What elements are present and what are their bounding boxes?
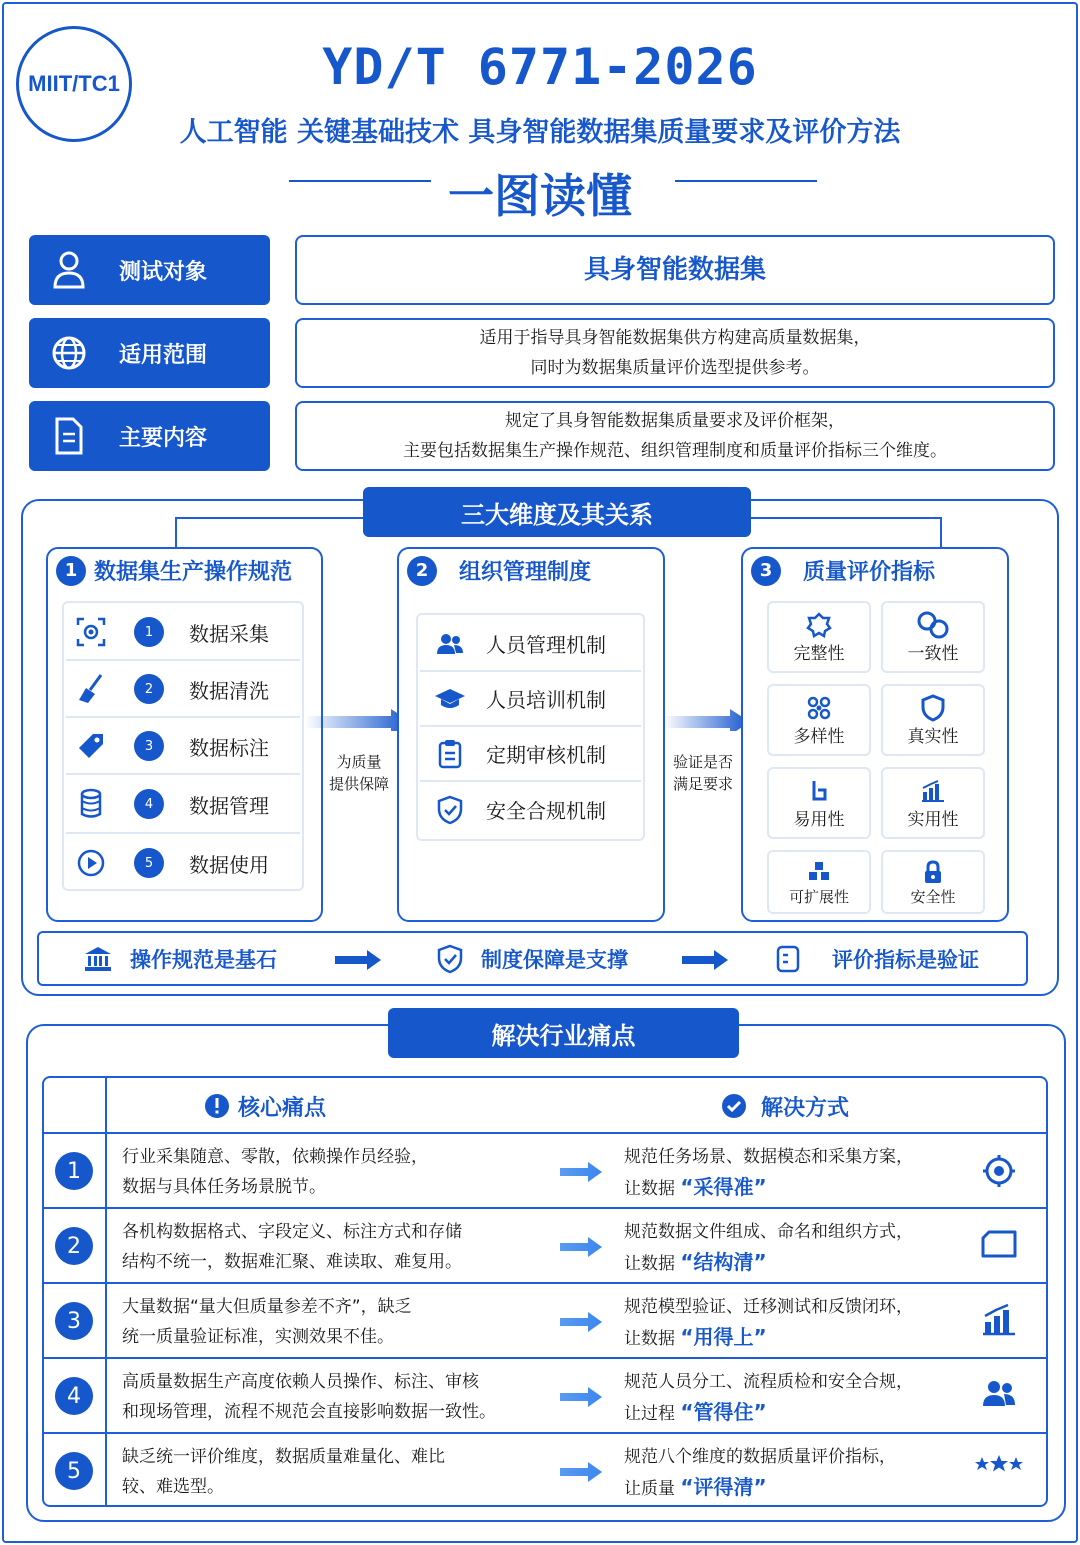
index-diversity <box>767 684 871 756</box>
row-number: 2 <box>55 1227 93 1265</box>
solution-highlight: “用得上” <box>680 1325 767 1349</box>
step-label: 数据管理 <box>189 793 269 818</box>
scope-line-2: 同时为数据集质量评价选型提供参考。 <box>530 358 820 378</box>
index-label: 安全性 <box>910 887 956 906</box>
graduation-cap-icon <box>420 688 480 710</box>
list-item <box>420 782 641 837</box>
index-label: 易用性 <box>793 809 845 830</box>
shield-check-icon <box>437 944 463 974</box>
list-item <box>420 672 641 727</box>
relation-label: 评价指标是验证 <box>832 947 979 972</box>
pain-line: 高质量数据生产高度依赖人员操作、标注、审核 <box>122 1372 479 1392</box>
table-row <box>44 1209 1046 1284</box>
solution-result <box>624 1322 974 1354</box>
header-pain <box>204 1078 326 1134</box>
folder-icon <box>974 1229 1024 1259</box>
solution-highlight: “管得住” <box>680 1400 767 1424</box>
arrow-icon <box>560 1387 602 1407</box>
pain-text <box>122 1442 562 1502</box>
content-line-1: 规定了具身智能数据集质量要求及评价框架， <box>505 411 845 431</box>
index-practicality <box>881 767 985 839</box>
solution-result <box>624 1397 974 1429</box>
table-row <box>44 1284 1046 1359</box>
content-line-2: 主要包括数据集生产操作规范、组织管理制度和质量评价指标三个维度。 <box>403 441 947 461</box>
row-number: 4 <box>55 1377 93 1415</box>
solution-prefix: 让数据 <box>624 1179 675 1199</box>
pointer-icon <box>810 777 828 805</box>
column-number: 1 <box>56 556 86 586</box>
arrow-icon <box>560 1312 602 1332</box>
solution-text <box>624 1442 974 1504</box>
index-label: 完整性 <box>793 643 845 664</box>
relation-item <box>776 933 979 984</box>
index-usability <box>767 767 871 839</box>
solution-line: 规范人员分工、流程质检和安全合规， <box>624 1372 913 1392</box>
index-label: 可扩展性 <box>788 887 849 906</box>
relation-label: 操作规范是基石 <box>130 947 277 972</box>
header-pain-label: 核心痛点 <box>238 1095 327 1121</box>
mechanism-label: 安全合规机制 <box>486 799 606 823</box>
mechanism-label: 人员培训机制 <box>486 688 606 712</box>
column-title: 数据集生产操作规范 <box>94 560 293 585</box>
row-number: 3 <box>55 1302 93 1340</box>
gradient-arrow-1 <box>305 709 411 731</box>
clipboard-icon <box>420 739 480 769</box>
management-column <box>397 547 665 922</box>
target-icon <box>974 1154 1024 1188</box>
check-circle-icon <box>721 1093 747 1119</box>
header-solution-label: 解决方式 <box>761 1095 850 1121</box>
step-label: 数据采集 <box>189 621 269 646</box>
column-header <box>56 555 292 586</box>
relation-item <box>84 933 277 984</box>
pain-line: 统一质量验证标准，实测效果不佳。 <box>122 1327 394 1347</box>
solution-line: 规范模型验证、迁移测试和反馈闭环， <box>624 1297 913 1317</box>
index-label: 一致性 <box>907 643 959 664</box>
relation-item <box>437 933 628 984</box>
pain-line: 数据与具体任务场景脱节。 <box>122 1177 326 1197</box>
solution-prefix: 让质量 <box>624 1479 675 1499</box>
pain-line: 缺乏统一评价维度，数据质量难量化、难比 <box>122 1447 445 1467</box>
play-icon <box>66 849 116 877</box>
puzzle-icon <box>806 611 832 639</box>
solution-prefix: 让过程 <box>624 1404 675 1424</box>
index-label: 真实性 <box>907 726 959 747</box>
read-title: 一图读懂 <box>448 169 632 223</box>
pain-point-title: 解决行业痛点 <box>388 1008 739 1058</box>
bar-chart-icon <box>974 1304 1024 1336</box>
solution-highlight: “评得清” <box>680 1475 767 1499</box>
step-number: 3 <box>134 731 164 761</box>
exclamation-icon <box>204 1093 230 1119</box>
tag-label: 适用范围 <box>119 342 208 368</box>
pain-point-table <box>42 1076 1048 1507</box>
arrow-icon <box>682 950 728 970</box>
stars-icon <box>974 1454 1024 1474</box>
pain-line: 结构不统一，数据难汇聚、难读取、难复用。 <box>122 1252 462 1272</box>
gradient-arrow-2 <box>664 709 750 731</box>
relation-note-1 <box>322 751 396 795</box>
pain-line: 和现场管理，流程不规范会直接影响数据一致性。 <box>122 1402 496 1422</box>
step-label: 数据标注 <box>189 735 269 760</box>
solution-text <box>624 1367 974 1429</box>
bar-chart-icon <box>921 777 945 805</box>
relation-label: 制度保障是支撑 <box>481 947 628 972</box>
index-scalability <box>767 850 871 914</box>
molecule-icon <box>807 694 831 722</box>
row-number: 5 <box>55 1452 93 1490</box>
note-line: 验证是否 <box>672 753 733 771</box>
camera-icon <box>66 617 116 647</box>
production-steps-list <box>62 601 304 891</box>
arrow-icon <box>335 950 381 970</box>
shield-check-icon <box>420 795 480 825</box>
checklist-icon <box>776 945 800 973</box>
solution-line: 规范八个维度的数据质量评价指标， <box>624 1447 896 1467</box>
step-number: 2 <box>134 674 164 704</box>
step-number: 4 <box>134 789 164 819</box>
list-item <box>66 605 300 661</box>
column-header <box>407 555 591 586</box>
users-icon <box>420 633 480 655</box>
step-label: 数据使用 <box>189 852 269 877</box>
index-security <box>881 850 985 914</box>
pain-text <box>122 1292 562 1352</box>
pain-line: 大量数据“量大但质量参差不齐”，缺乏 <box>122 1297 412 1317</box>
index-consistency <box>881 601 985 673</box>
pain-text <box>122 1142 562 1202</box>
relation-note-2 <box>666 751 740 795</box>
table-row <box>44 1134 1046 1209</box>
solution-line: 规范任务场景、数据模态和采集方案， <box>624 1147 913 1167</box>
list-item <box>66 835 300 891</box>
production-spec-column <box>46 547 323 922</box>
scope-line-1: 适用于指导具身智能数据集供方构建高质量数据集， <box>479 328 871 348</box>
step-number: 5 <box>134 848 164 878</box>
table-row <box>44 1359 1046 1434</box>
note-line: 为质量 <box>336 753 382 771</box>
tag-icon <box>66 731 116 761</box>
solution-text <box>624 1217 974 1279</box>
dimensions-title: 三大维度及其关系 <box>363 487 751 537</box>
index-label: 实用性 <box>907 809 959 830</box>
column-number: 2 <box>407 556 437 586</box>
list-item <box>66 719 300 775</box>
solution-text <box>624 1292 974 1354</box>
index-completeness <box>767 601 871 673</box>
solution-prefix: 让数据 <box>624 1254 675 1274</box>
step-number: 1 <box>134 617 164 647</box>
header-solution <box>721 1078 849 1134</box>
relation-bar <box>37 931 1028 986</box>
solution-text <box>624 1142 974 1204</box>
arrow-icon <box>560 1462 602 1482</box>
list-item <box>420 617 641 672</box>
solution-highlight: “结构清” <box>680 1250 767 1274</box>
tag-label: 测试对象 <box>119 259 208 285</box>
index-authenticity <box>881 684 985 756</box>
arrow-icon <box>560 1237 602 1257</box>
test-object-text: 具身智能数据集 <box>583 255 766 285</box>
note-line: 满足要求 <box>672 775 733 793</box>
management-list <box>416 613 645 841</box>
column-title: 组织管理制度 <box>459 560 592 585</box>
cubes-icon <box>807 858 831 886</box>
database-icon <box>66 788 116 820</box>
solution-line: 规范数据文件组成、命名和组织方式， <box>624 1222 913 1242</box>
pain-line: 各机构数据格式、字段定义、标注方式和存储 <box>122 1222 462 1242</box>
solution-result <box>624 1172 974 1204</box>
quality-index-column <box>741 547 1009 922</box>
index-label: 多样性 <box>793 726 845 747</box>
column-header <box>751 555 935 586</box>
standard-code: YD/T 6771-2026 <box>322 38 758 96</box>
tag-label: 主要内容 <box>119 425 208 451</box>
solution-highlight: “采得准” <box>680 1175 767 1199</box>
bank-icon <box>84 946 112 972</box>
standard-subtitle: 人工智能 关键基础技术 具身智能数据集质量要求及评价方法 <box>179 117 901 148</box>
arrow-icon <box>560 1162 602 1182</box>
solution-prefix: 让数据 <box>624 1329 675 1349</box>
users-icon <box>974 1379 1024 1407</box>
broom-icon <box>66 673 116 705</box>
lock-icon <box>923 858 943 886</box>
miit-tc1-logo: MIIT/TC1 <box>16 26 132 142</box>
pain-line: 较、难选型。 <box>122 1477 224 1497</box>
shield-icon <box>921 694 945 722</box>
step-label: 数据清洗 <box>189 678 269 703</box>
column-title: 质量评价指标 <box>803 560 936 585</box>
table-row <box>44 1434 1046 1507</box>
list-item <box>66 776 300 834</box>
note-line: 提供保障 <box>328 775 389 793</box>
list-item <box>420 727 641 782</box>
mechanism-label: 人员管理机制 <box>486 633 606 657</box>
table-header <box>44 1078 1046 1134</box>
connector-lines <box>0 0 1080 560</box>
pain-text <box>122 1367 562 1427</box>
list-item <box>66 662 300 718</box>
solution-result <box>624 1472 974 1504</box>
link-icon <box>916 611 950 639</box>
row-number: 1 <box>55 1152 93 1190</box>
pain-text <box>122 1217 562 1277</box>
solution-result <box>624 1247 974 1279</box>
column-number: 3 <box>751 556 781 586</box>
pain-line: 行业采集随意、零散，依赖操作员经验， <box>122 1147 428 1167</box>
mechanism-label: 定期审核机制 <box>486 743 606 767</box>
